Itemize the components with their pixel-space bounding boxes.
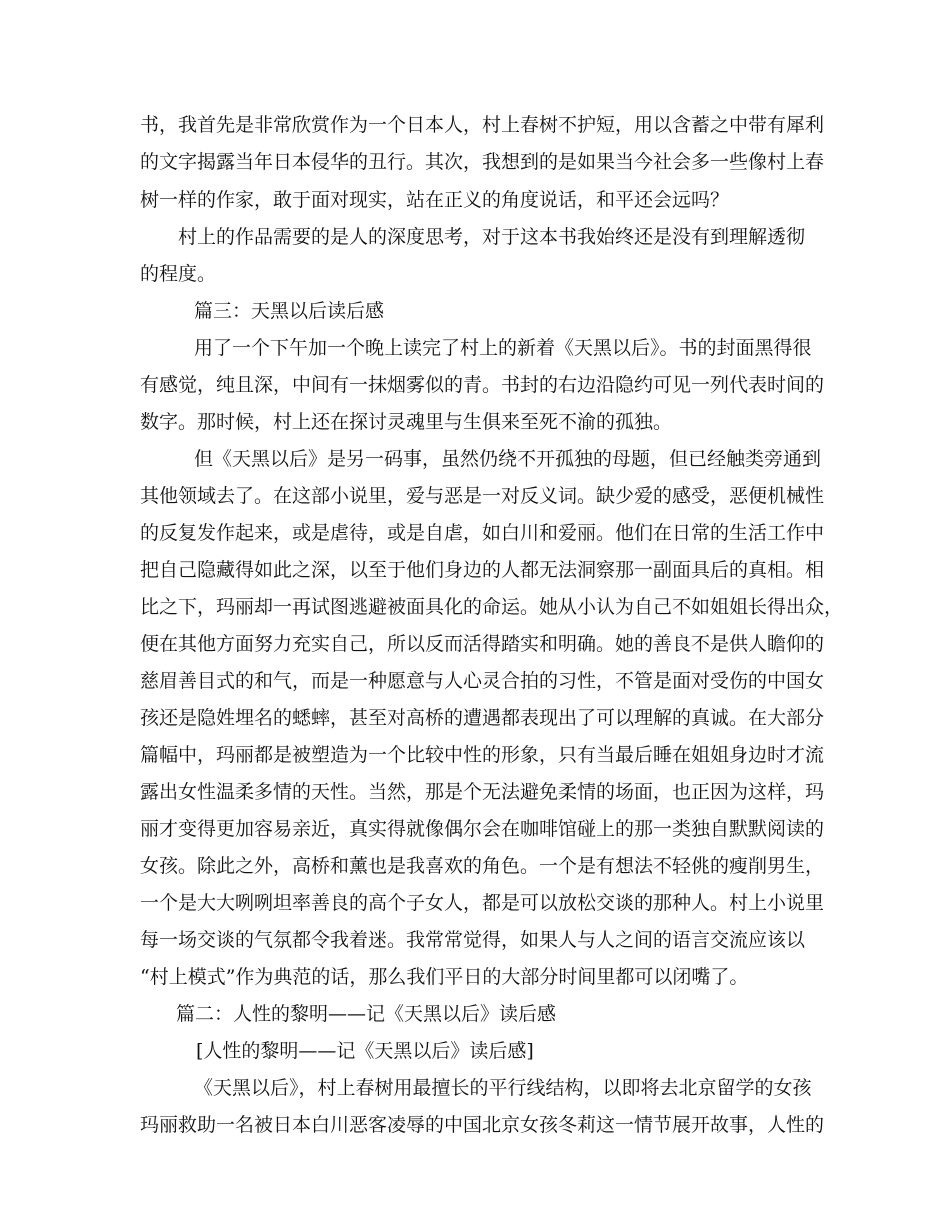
text-line: 便在其他方面努力充实自己，所以反而活得踏实和明确。她的善良不是供人瞻仰的 [140,633,825,655]
section-heading: 篇三：天黑以后读后感 [194,300,385,322]
text-line: 数字。那时候，村上还在探讨灵魂里与生俱来至死不渝的孤独。 [140,411,673,433]
text-line: 其他领域去了。在这部小说里，爱与恶是一对反义词。缺少爱的感受，恶便机械性 [140,485,825,507]
text-line: 的程度。 [140,263,217,285]
text-line: 丽才变得更加容易亲近，真实得就像偶尔会在咖啡馆碰上的那一类独自默默阅读的 [140,818,825,840]
text-line: 的文字揭露当年日本侵华的丑行。其次，我想到的是如果当今社会多一些像村上春 [140,151,825,173]
text-line: 篇幅中，玛丽都是被塑造为一个比较中性的形象，只有当最后睡在姐姐身边时才流 [140,744,825,766]
text-line: “村上模式”作为典范的话，那么我们平日的大部分时间里都可以闭嘴了。 [140,966,749,988]
text-line: 把自己隐藏得如此之深，以至于他们身边的人都无法洞察那一副面具后的真相。相 [140,559,825,581]
text-line: 女孩。除此之外，高桥和薰也是我喜欢的角色。一个是有想法不轻佻的瘦削男生， [140,855,825,877]
text-line: 孩还是隐姓埋名的蟋蟀，甚至对高桥的遭遇都表现出了可以理解的真诚。在大部分 [140,707,825,729]
text-line: 但《天黑以后》是另一码事，虽然仍绕不开孤独的母题，但已经触类旁通到 [194,448,822,470]
section-heading: 篇二：人性的黎明——记《天黑以后》读后感 [176,1003,557,1025]
text-line: 村上的作品需要的是人的深度思考，对于这本书我始终还是没有到理解透彻 [178,226,806,248]
text-line: 书，我首先是非常欣赏作为一个日本人，村上春树不护短，用以含蓄之中带有犀利 [140,114,825,136]
text-line: 每一场交谈的气氛都令我着迷。我常常觉得，如果人与人之间的语言交流应该以 [140,929,806,951]
text-line: 一个是大大咧咧坦率善良的高个子女人，都是可以放松交谈的那种人。村上小说里 [140,892,825,914]
text-line: 树一样的作家，敢于面对现实，站在正义的角度说话，和平还会远吗？ [140,189,730,211]
text-line: 的反复发作起来，或是虐待，或是自虐，如白川和爱丽。他们在日常的生活工作中 [140,522,825,544]
text-line: 露出女性温柔多情的天性。当然，那是个无法避免柔情的场面，也正因为这样，玛 [140,781,825,803]
subtitle-line: [人性的黎明——记《天黑以后》读后感] [196,1040,534,1062]
text-line: 《天黑以后》，村上春树用最擅长的平行线结构，以即将去北京留学的女孩 [194,1077,812,1099]
text-line: 玛丽救助一名被日本白川恶客凌辱的中国北京女孩冬莉这一情节展开故事，人性的 [140,1114,825,1136]
text-line: 有感觉，纯且深，中间有一抹烟雾似的青。书封的右边沿隐约可见一列代表时间的 [140,374,825,396]
text-line: 用了一个下午加一个晚上读完了村上的新着《天黑以后》。书的封面黑得很 [194,337,812,359]
text-line: 比之下，玛丽却一再试图逃避被面具化的命运。她从小认为自己不如姐姐长得出众， [140,596,844,618]
text-line: 慈眉善目式的和气，而是一种愿意与人心灵合拍的习性，不管是面对受伤的中国女 [140,670,825,692]
